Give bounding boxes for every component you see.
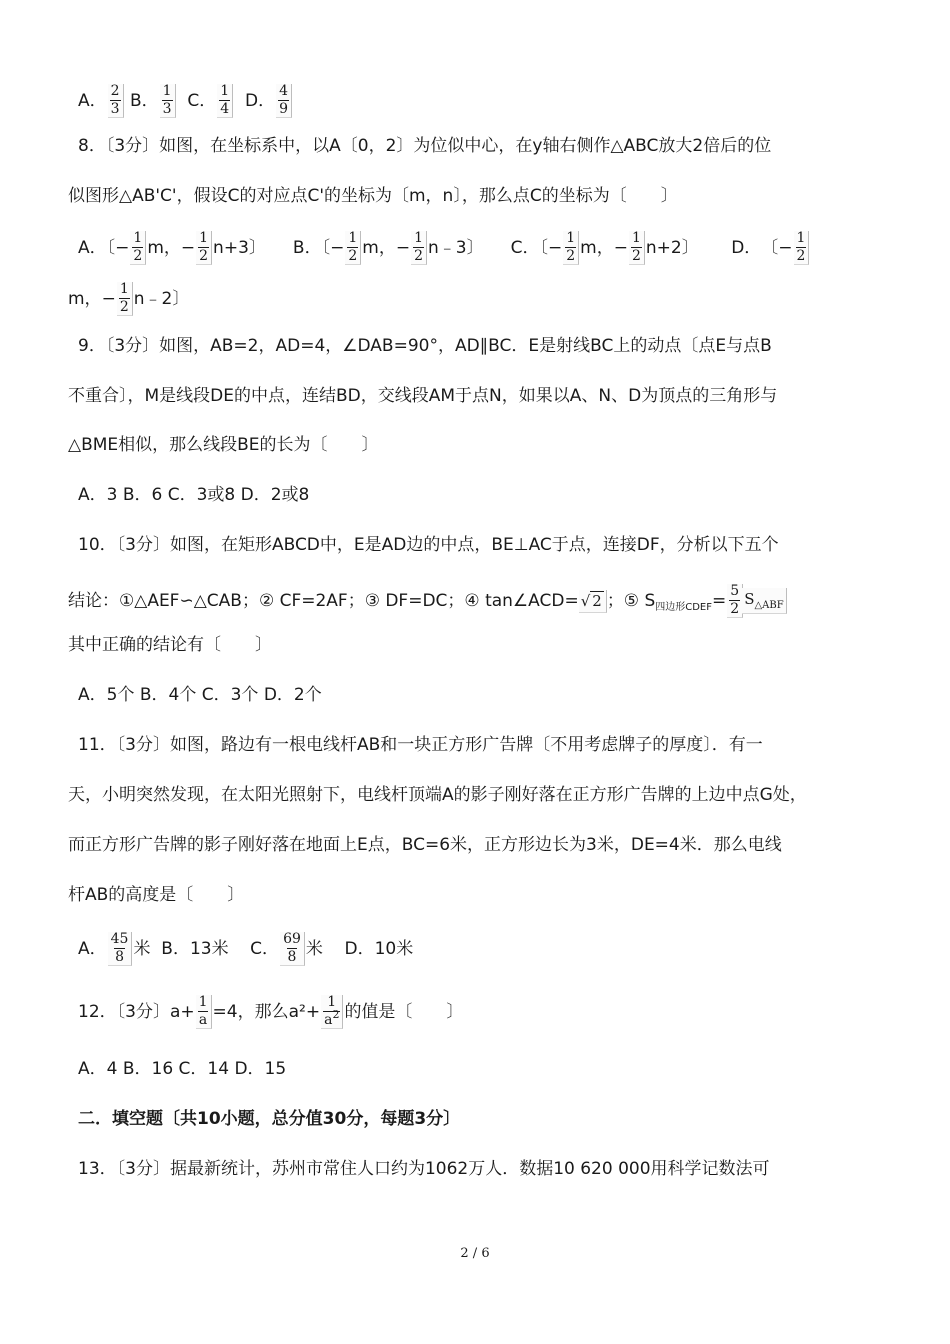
minus-sign: − <box>330 238 345 258</box>
q8-option-d-frac-2: $\frac{1}{2}$ <box>117 282 133 316</box>
q8-option-b-frac-1: $\frac{1}{2}$ <box>345 231 361 265</box>
q8-option-d-mid: m， <box>68 289 102 309</box>
q7-option-a-fraction: $\frac{2}{3}$ <box>108 84 124 118</box>
q8-option-c-label: C．〔 <box>510 238 548 258</box>
minus-sign: − <box>115 238 130 258</box>
q8-option-c-end: n+2〕 <box>645 238 699 258</box>
minus-sign: − <box>180 238 196 258</box>
q11-line-3: 而正方形广告牌的影子刚好落在地面上E点，BC=6米，正方形边长为3米，DE=4米．那么电线 <box>68 835 782 855</box>
q11-line-4: 杆AB的高度是〔 〕 <box>68 885 245 905</box>
q9-line-1: 9．〔3分〕如图，AB=2，AD=4，∠DAB=90°，AD∥BC．E是射线BC上的动点〔点E与点B <box>78 336 772 356</box>
q8-option-a-label: A．〔 <box>78 238 116 258</box>
q12-options: A．4 B．16 C．14 D．15 <box>78 1059 287 1079</box>
q7-options <box>78 84 293 118</box>
q8-option-a-frac-2: $\frac{1}{2}$ <box>196 231 212 265</box>
q8-line-2: 似图形△AB'C'，假设C的对应点C'的坐标为〔m，n〕，那么点C的坐标为〔 〕 <box>68 186 678 206</box>
minus-sign: − <box>613 238 628 258</box>
q7-option-b-fraction: $\frac{1}{3}$ <box>160 84 176 118</box>
q8-option-b-label: B．〔 <box>292 238 331 258</box>
q10-options: A．5个 B．4个 C．3个 D．2个 <box>78 685 322 705</box>
q8-option-d-label: D． 〔 <box>731 238 779 258</box>
q8-option-c-frac-2: $\frac{1}{2}$ <box>629 231 645 265</box>
q10-fraction: $\frac{5}{2}$ <box>727 584 743 618</box>
q8-option-d-end: n﹣2〕 <box>133 289 190 309</box>
q11-option-a-unit: 米 <box>133 939 151 959</box>
minus-sign: − <box>101 289 116 309</box>
q12-mid: =4，那么a²+ <box>212 1002 321 1022</box>
q8-option-d-frac-1: $\frac{1}{2}$ <box>794 231 810 265</box>
q11-option-c-fraction: $\frac{69}{8}$ <box>280 932 305 966</box>
q11-option-b-c-label: B．13米 C． <box>150 939 280 959</box>
section-2-heading: 二．填空题〔共10小题，总分值30分，每题3分〕 <box>78 1109 461 1129</box>
q11-option-d: D．10米 <box>322 939 414 959</box>
q7-option-a-label: A． <box>78 91 107 111</box>
page-number: 2 / 6 <box>460 1246 490 1261</box>
q8-options-line-2 <box>68 282 189 316</box>
q10-subscript: 四边形CDEF <box>655 602 713 613</box>
q8-option-c-mid: m， <box>580 238 614 258</box>
q11-options <box>78 932 413 966</box>
q9-line-2: 不重合〕，M是线段DE的中点，连结BD，交线段AM于点N，如果以A、N、D为顶点的三角形与 <box>68 386 778 406</box>
equals-sign: = <box>712 591 727 611</box>
q12-line <box>78 995 463 1029</box>
q10-line-1: 10．〔3分〕如图，在矩形ABCD中，E是AD边的中点，BE⊥AC于点，连接DF，分析以下五个 <box>78 535 779 555</box>
q8-option-a-frac-1: $\frac{1}{2}$ <box>130 231 146 265</box>
q11-line-1: 11．〔3分〕如图，路边有一根电线杆AB和一块正方形广告牌〔不用考虑牌子的厚度〕．有一 <box>78 735 763 755</box>
q8-option-b-frac-2: $\frac{1}{2}$ <box>411 231 427 265</box>
q7-option-d-label: D． <box>244 91 276 111</box>
q12-start: 12．〔3分〕a+ <box>78 1002 195 1022</box>
q11-option-a-label: A． <box>78 939 107 959</box>
minus-sign: − <box>395 238 411 258</box>
q7-option-d-fraction: $\frac{4}{9}$ <box>276 84 292 118</box>
q7-option-c-label: C． <box>187 91 217 111</box>
q11-option-a-fraction: $\frac{45}{8}$ <box>108 932 133 966</box>
q8-option-c-frac-1: $\frac{1}{2}$ <box>563 231 579 265</box>
q8-line-1: 8．〔3分〕如图，在坐标系中，以A〔0，2〕为位似中心，在y轴右侧作△ABC放大2倍后的位 <box>78 136 772 156</box>
s-abf-expression: $S_{\triangle ABF}$ <box>742 588 786 614</box>
q8-option-a-end: n+3〕 <box>213 238 266 258</box>
q7-option-c-fraction: $\frac{1}{4}$ <box>217 84 233 118</box>
q10-line-3: 其中正确的结论有〔 〕 <box>68 635 272 655</box>
q10-line-2-mid: ；⑤ S <box>606 591 656 611</box>
minus-sign: − <box>548 238 563 258</box>
q8-option-b-mid: m， <box>362 238 396 258</box>
q8-option-a-mid: m， <box>147 238 181 258</box>
q12-fraction-2: $\frac{1}{a^2}$ <box>321 995 343 1029</box>
q12-end: 的值是〔 〕 <box>344 1002 464 1022</box>
q9-line-3: △BME相似，那么线段BE的长为〔 〕 <box>68 435 379 455</box>
q10-line-2-start: 结论：①△AEF∽△CAB；② CF=2AF；③ DF=DC；④ tan∠ACD= <box>68 591 579 611</box>
q7-option-b-label: B． <box>129 91 159 111</box>
q9-options: A．3 B．6 C．3或8 D．2或8 <box>78 485 310 505</box>
q11-line-2: 天，小明突然发现，在太阳光照射下，电线杆顶端A的影子刚好落在正方形广告牌的上边中点G处， <box>68 785 807 805</box>
q10-line-2 <box>68 584 787 618</box>
q12-fraction-1: $\frac{1}{a}$ <box>196 995 212 1029</box>
q8-option-b-end: n﹣3〕 <box>428 238 484 258</box>
q13-line-1: 13．〔3分〕据最新统计，苏州市常住人口约为1062万人．数据10 620 000用科学记数法可 <box>78 1159 770 1179</box>
minus-sign: − <box>778 238 793 258</box>
sqrt-2-expression: √ 2 <box>579 590 607 613</box>
q8-options-line <box>78 231 810 265</box>
q11-option-c-unit: 米 <box>305 939 323 959</box>
